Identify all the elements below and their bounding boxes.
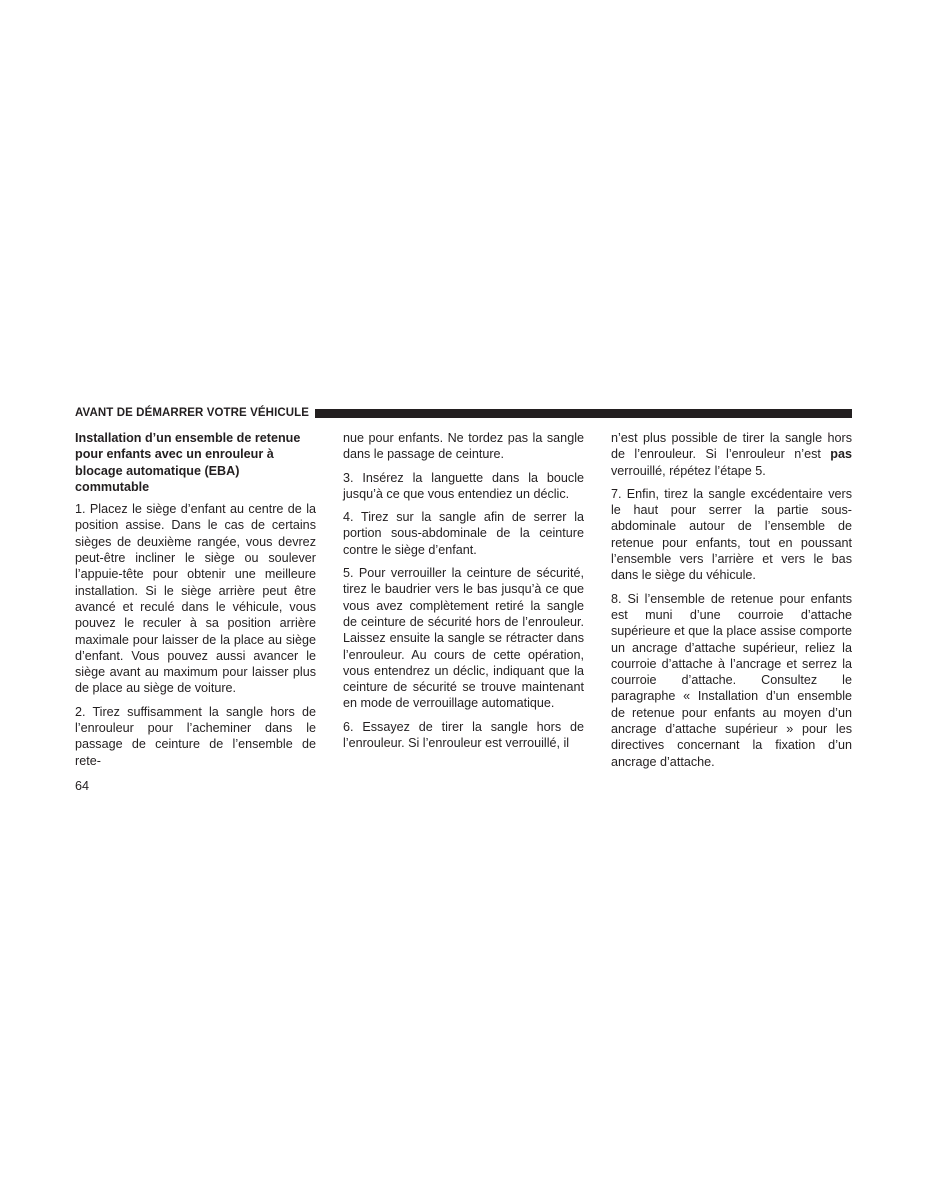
running-header — [75, 405, 852, 421]
paragraph-step-2-end: nue pour enfants. Ne tordez pas la sangle dans le passage de ceinture. — [343, 431, 584, 462]
paragraph-step-4: 4. Tirez sur la sangle afin de serrer la portion sous-abdominale de la ceinture contre le siège d’enfant. — [343, 510, 584, 557]
column-3 — [611, 430, 852, 777]
paragraph-step-6-end — [611, 430, 852, 479]
paragraph-step-8: 8. Si l’ensemble de retenue pour enfants est muni d’une courroie d’attache supérieure et que la place assise comporte un ancrage d’attache supérieur, reliez la courroie d’attache à l’ancrage et serrez la courroie d’attache. Consultez le paragraphe « Installation d’un ensemble de retenue pour enfants au moyen d’un ancrage d’attache supérieur » pour les directives concernant la fixation d’un ancrage d’attache. — [611, 591, 852, 769]
paragraph-step-3: 3. Insérez la languette dans la boucle jusqu’à ce que vous entendiez un déclic. — [343, 470, 584, 501]
running-header-title: AVANT DE DÉMARRER VOTRE VÉHICULE — [75, 407, 310, 419]
step-6-emphasis: pas — [830, 447, 852, 462]
paragraph-step-7: 7. Enfin, tirez la sangle excédentaire vers le haut pour serrer la partie sous-abdominale autour de l’ensemble de retenue pour enfants, tout en poussant l’ensemble vers l’arrière et vers le bas dans le siège du véhicule. — [611, 486, 852, 583]
step-6-text-before: n’est plus possible de tirer la sangle hors de l’enrouleur. Si l’enrouleur n’est — [611, 431, 852, 462]
paragraph-step-6-start: 6. Essayez de tirer la sangle hors de l’enrouleur. Si l’enrouleur est verrouillé, il — [343, 719, 584, 751]
paragraph-step-5: 5. Pour verrouiller la ceinture de sécurité, tirez le baudrier vers le bas jusqu’à ce que vous avez complètement retiré la sangle de ceinture de sécurité hors de l’enrouleur. Laissez ensuite la sangle se rétracter dans l’enrouleur. Au cours de cette opération, vous entendrez un déclic, indiquant que la ceinture de sécurité se trouve maintenant en mode de verrouillage automatique. — [343, 566, 584, 711]
section-heading: Installation d’un ensemble de retenue pour enfants avec un enrouleur à blocage automatique (EBA) commutable — [75, 431, 301, 494]
column-2 — [343, 430, 584, 758]
paragraph-step-2-start: 2. Tirez suffisamment la sangle hors de l’enrouleur pour l’acheminer dans le passage de ceinture de l’ensemble de rete- — [75, 704, 316, 768]
step-6-text-after: verrouillé, répétez l’étape 5. — [611, 463, 766, 478]
column-1 — [75, 430, 316, 776]
paragraph-step-1: 1. Placez le siège d’enfant au centre de la position assise. Dans le cas de certains sièges de deuxième rangée, vous devrez peut-être incliner le siège ou soulever l’appuie-tête pour obtenir une meilleure installation. Si le siège arrière peut être avancé et reculé dans le véhicule, vous pouvez le reculer à sa position arrière maximale pour laisser de la place au siège d’enfant. Vous pouvez aussi avancer le siège avant au maximum pour laisser plus de place au siège de voiture. — [75, 502, 316, 696]
header-rule — [315, 409, 852, 418]
page-number: 64 — [75, 779, 90, 793]
